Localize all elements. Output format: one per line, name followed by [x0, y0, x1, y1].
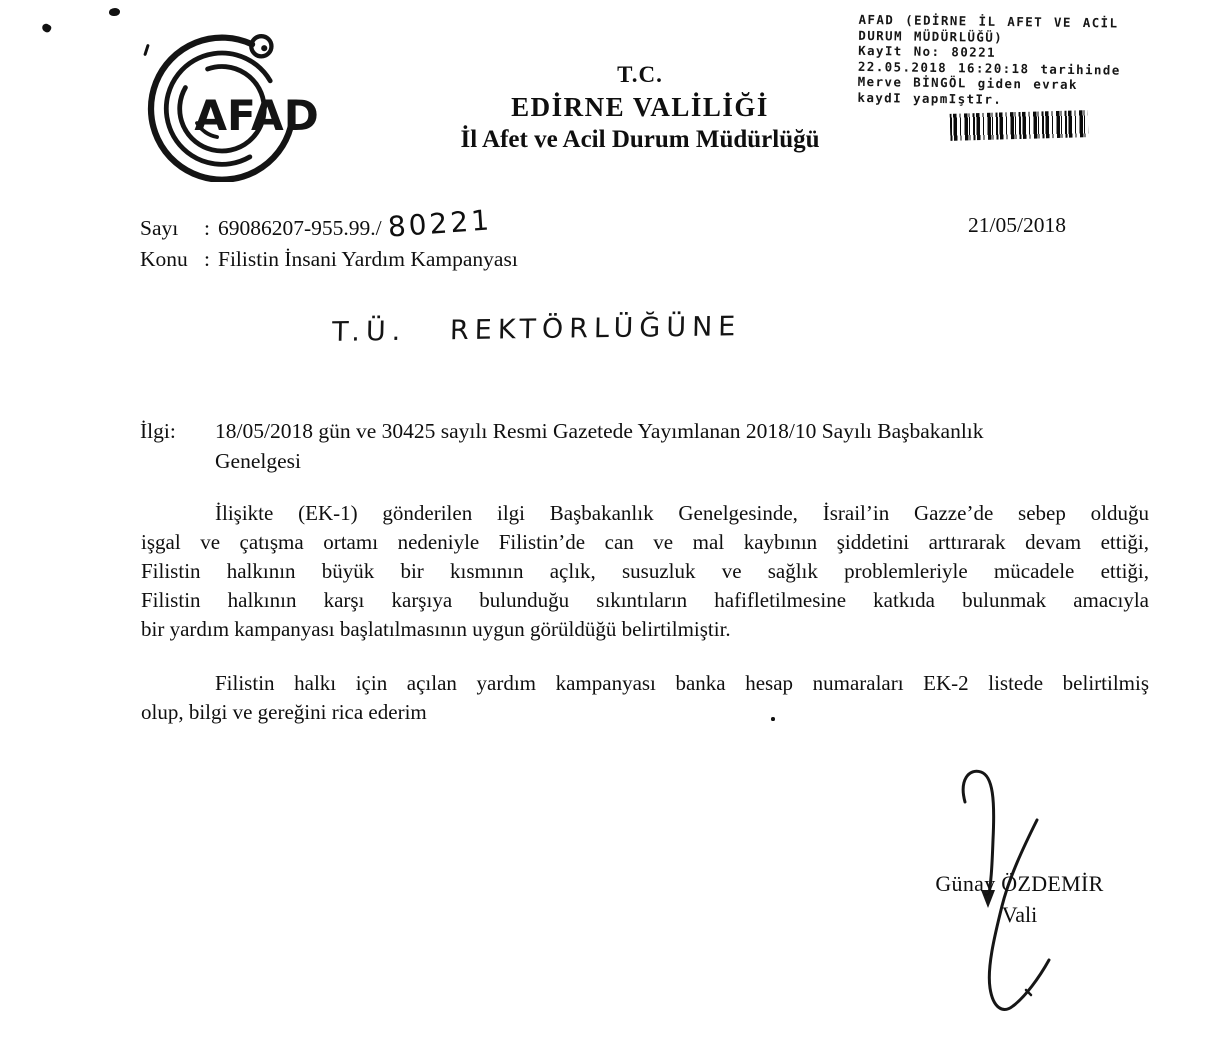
body-paragraph-1 [141, 499, 1149, 644]
handwritten-addressee: T.Ü. REKTÖRLÜĞÜNE [331, 311, 742, 348]
reference-label: İlgi: [140, 419, 176, 443]
stamp-line: KayIt No: 80221 [858, 42, 997, 60]
registry-stamp [857, 12, 1158, 109]
body-line: bir yardım kampanyası başlatılmasının uygun görüldüğü belirtilmiştir. [141, 617, 731, 641]
document-date: 21/05/2018 [968, 213, 1066, 237]
stamp-line: DURUM MÜDÜRLÜĞÜ) [858, 27, 1004, 45]
letterhead-directorate: İl Afet ve Acil Durum Müdürlüğü [460, 126, 820, 153]
reference-line: Genelgesi [215, 449, 301, 473]
stamp-line: kaydI yapmIştIr. [857, 89, 1003, 107]
afad-logo-icon [126, 20, 318, 187]
body-line: Filistin halkının karşı karşıya bulunduğu sıkıntıların hafifletilmesine katkıda bulunmak amacıyla [141, 588, 1149, 612]
sayi-separator: : [204, 216, 210, 240]
reference-block [140, 416, 1150, 476]
body-line: Filistin halkı için açılan yardım kampanyası banka hesap numaraları EK-2 listede belirtilmiş [215, 671, 1149, 695]
konu-value: Filistin İnsani Yardım Kampanyası [218, 247, 518, 271]
stamp-line: Merve BİNGÖL giden evrak [857, 73, 1078, 92]
body-line: olup, bilgi ve gereğini rica ederim [141, 700, 427, 724]
konu-label: Konu [140, 247, 188, 271]
afad-logo-text: AFAD [194, 90, 318, 140]
sayi-row [140, 203, 518, 244]
signer-title: Vali [1001, 902, 1038, 927]
sayi-value: 69086207-955.99./ [218, 216, 382, 240]
letterhead-governorship: EDİRNE VALİLİĞİ [511, 92, 769, 122]
signature-block [912, 871, 1127, 928]
signer-name: Günay ÖZDEMİR [935, 871, 1104, 896]
letterhead-tc: T.C. [617, 62, 663, 87]
konu-separator: : [204, 247, 210, 271]
body-line: Filistin halkının büyük bir kısmının açlık, susuzluk ve sağlık problemleriyle mücadele ettiği, [141, 559, 1149, 583]
reference-text [215, 416, 984, 476]
body-line: işgal ve çatışma ortamı nedeniyle Filistin’de can ve mal kaybının şiddetini arttırarak devam ettiği, [141, 530, 1149, 554]
scan-artifact [41, 22, 53, 33]
scan-artifact [109, 8, 120, 16]
sayi-handwritten-number: 80221 [386, 203, 493, 244]
reference-line: 18/05/2018 gün ve 30425 sayılı Resmi Gazetede Yayımlanan 2018/10 Sayılı Başbakanlık [215, 419, 984, 443]
stamp-line: AFAD (EDİRNE İL AFET VE ACİL [858, 11, 1119, 31]
konu-row [140, 244, 518, 275]
document-meta [140, 203, 518, 275]
letterhead [340, 62, 940, 154]
stamp-line: 22.05.2018 16:20:18 tarihinde [857, 58, 1121, 78]
body-line: İlişikte (EK-1) gönderilen ilgi Başbakanlık Genelgesinde, İsrail’in Gazze’de sebep olduğu [215, 501, 1149, 525]
body-paragraph-2 [141, 669, 1149, 727]
barcode-icon [950, 110, 1089, 141]
sayi-label: Sayı [140, 216, 179, 240]
